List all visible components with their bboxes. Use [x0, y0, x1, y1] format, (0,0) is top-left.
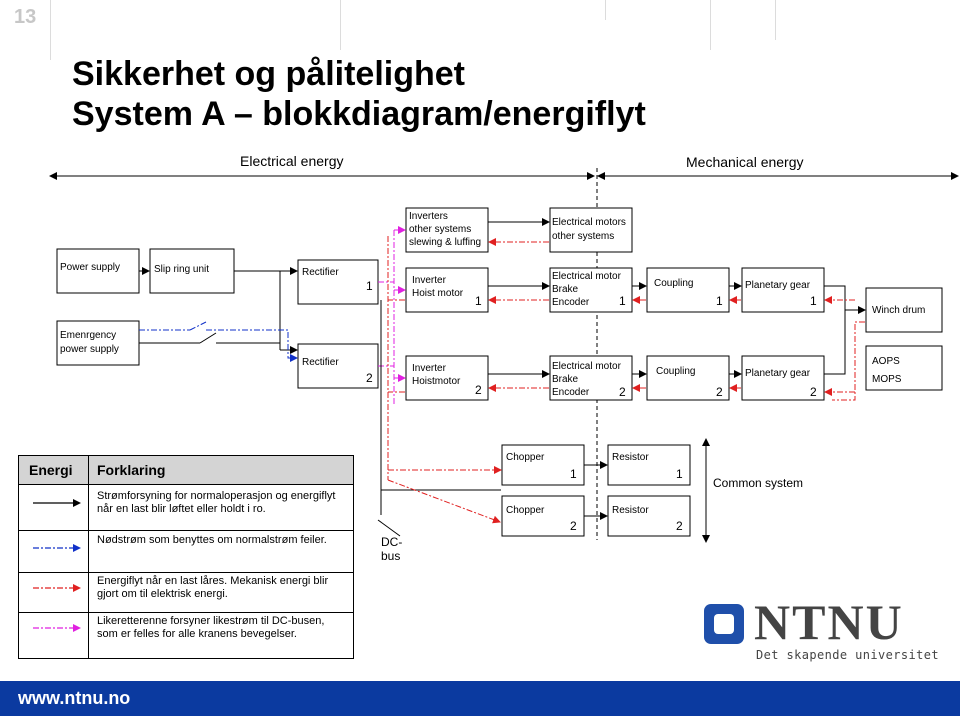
coupling-2-label: Coupling — [656, 366, 696, 377]
regen-winch-to-planetary — [832, 322, 865, 400]
resistor-2-label: Resistor — [612, 505, 649, 516]
coupling-1-label: Coupling — [654, 278, 694, 289]
slip-ring-unit-label: Slip ring unit — [154, 264, 210, 275]
motor-2-number: 2 — [619, 385, 626, 399]
motor-2-label-2: Brake — [552, 374, 579, 385]
legend-line-solid-black — [33, 498, 81, 508]
emergency-switch-blue — [190, 322, 206, 330]
emergency-supply-box — [57, 321, 139, 365]
coupling-1-number: 1 — [716, 294, 723, 308]
ntnu-logo-text: NTNU — [754, 594, 904, 650]
legend-text-dcbus: Likeretterenne forsyner likestrøm til DC-busen, som er felles for alle kranens bevegelser. — [97, 615, 325, 640]
emergency-supply-label-1: Emenrgency — [60, 330, 117, 341]
motor-1-number: 1 — [619, 294, 626, 308]
regen-bus-to-chopper2 — [388, 480, 500, 522]
chopper-1-label: Chopper — [506, 452, 545, 463]
chopper-1-number: 1 — [570, 467, 577, 481]
inverter-2-number: 2 — [475, 383, 482, 397]
rectifier-2-label: Rectifier — [302, 357, 339, 368]
footer-url[interactable]: www.ntnu.no — [18, 688, 131, 708]
planetary-2-label: Planetary gear — [745, 368, 811, 379]
motors-other-box — [550, 208, 632, 252]
motors-other-label-1: Electrical motors — [552, 217, 626, 228]
dc-bus-marker — [378, 520, 400, 536]
resistor-2-number: 2 — [676, 519, 683, 533]
flow-planetary2-to-winch — [824, 310, 845, 374]
emergency-flow-to-rectifiers — [206, 330, 297, 358]
title-line-1: Sikkerhet og pålitelighet — [72, 55, 465, 93]
legend-line-dashdot-blue — [33, 543, 81, 553]
motor-1-label-1: Electrical motor — [552, 271, 621, 282]
inverters-other-label-2: other systems — [409, 224, 472, 235]
motor-1-label-3: Encoder — [552, 297, 590, 308]
rectifier-1-number: 1 — [366, 279, 373, 293]
common-system-label: Common system — [713, 476, 804, 490]
dc-bus-label-2: bus — [381, 549, 401, 563]
legend-header-explanation: Forklaring — [97, 462, 166, 478]
inverter-1-number: 1 — [475, 294, 482, 308]
motor-1-label-2: Brake — [552, 284, 579, 295]
legend-line-dashdot-red — [33, 583, 81, 593]
rectifier-2-number: 2 — [366, 371, 373, 385]
legend-header — [19, 456, 353, 485]
planetary-1-number: 1 — [810, 294, 817, 308]
inverters-other-label-1: Inverters — [409, 211, 448, 222]
title-line-2: System A – blokkdiagram/energiflyt — [72, 95, 646, 133]
coupling-2-number: 2 — [716, 385, 723, 399]
legend-table — [18, 455, 354, 659]
rectifier-1-label: Rectifier — [302, 267, 339, 278]
aops-label: AOPS — [872, 356, 900, 367]
electrical-energy-label: Electrical energy — [240, 153, 344, 169]
legend-text-regen: Energiflyt når en last låres. Mekanisk energi blir gjort om til elektrisk energi. — [97, 575, 329, 600]
chopper-2-label: Chopper — [506, 505, 545, 516]
legend-row-regen — [19, 572, 353, 613]
motor-2-label-1: Electrical motor — [552, 361, 621, 372]
emergency-switch — [200, 333, 216, 343]
legend-row-dcbus — [19, 612, 353, 659]
planetary-2-number: 2 — [810, 385, 817, 399]
flow-planetary1-to-winch — [824, 286, 865, 310]
legend-text-emergency: Nødstrøm som benyttes om normalstrøm feiler. — [97, 534, 327, 546]
footer-bar — [0, 681, 960, 716]
emergency-supply-label-2: power supply — [60, 344, 119, 355]
legend-text-normal: Strømforsyning for normaloperasjon og energiflyt når en last blir løftet eller holdt i ro. — [97, 490, 336, 515]
legend-line-dashdot-magenta — [33, 623, 81, 633]
dc-bus-label-1: DC- — [381, 535, 403, 549]
ntnu-tagline: Det skapende universitet — [756, 648, 939, 662]
legend-row-normal — [19, 484, 353, 530]
inverter-2-label-1: Inverter — [412, 363, 446, 374]
winch-drum-label: Winch drum — [872, 305, 926, 316]
resistor-1-number: 1 — [676, 467, 683, 481]
chopper-2-number: 2 — [570, 519, 577, 533]
ntnu-logo — [700, 594, 939, 668]
legend-row-emergency — [19, 530, 353, 573]
inverter-2-label-2: Hoistmotor — [412, 376, 461, 387]
power-supply-label: Power supply — [60, 262, 121, 273]
legend-header-energy: Energi — [29, 462, 73, 478]
motors-other-label-2: other systems — [552, 231, 615, 242]
planetary-1-label: Planetary gear — [745, 280, 811, 291]
motor-2-label-3: Encoder — [552, 387, 590, 398]
inverter-1-label-2: Hoist motor — [412, 288, 464, 299]
ntnu-logo-mark-icon — [704, 604, 744, 644]
inverter-1-label-1: Inverter — [412, 275, 446, 286]
inverters-other-label-3: slewing & luffing — [409, 237, 482, 248]
slide-number: 13 — [14, 6, 37, 28]
mechanical-energy-label: Mechanical energy — [686, 154, 804, 170]
mops-label: MOPS — [872, 374, 902, 385]
resistor-1-label: Resistor — [612, 452, 649, 463]
